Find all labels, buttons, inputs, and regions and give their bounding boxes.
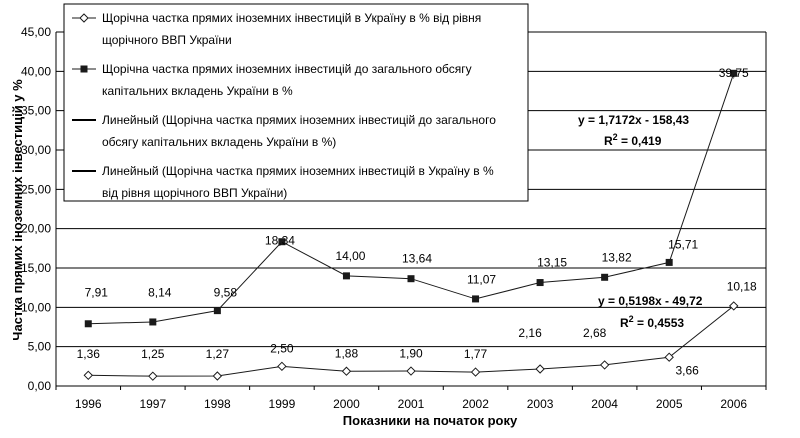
legend-label: Щорічна частка прямих іноземних інвестицій до загального обсягу (102, 62, 472, 76)
data-label: 10,18 (726, 279, 757, 294)
y-tick-label: 0,00 (27, 379, 51, 393)
data-label: 1,25 (141, 347, 165, 362)
x-tick-label: 2002 (462, 397, 489, 411)
y-tick-label: 30,00 (20, 143, 51, 157)
y-tick-label: 45,00 (20, 25, 51, 39)
x-tick-label: 2001 (397, 397, 425, 411)
data-label: 15,71 (668, 237, 699, 252)
y-axis-title: Частка прямих іноземних інвестицій у % (10, 79, 25, 341)
data-point-diamond (407, 367, 415, 375)
legend-label: щорічного ВВП України (102, 33, 232, 47)
legend-label: капітальних вкладень України в % (102, 84, 293, 98)
data-point-square (601, 274, 608, 281)
data-label: 8,14 (148, 285, 172, 300)
data-label: 1,88 (334, 346, 359, 361)
data-label: 13,82 (601, 250, 632, 265)
data-label: 39,75 (718, 65, 749, 80)
y-tick-label: 35,00 (20, 103, 51, 118)
data-point-diamond (278, 362, 286, 370)
x-tick-label: 2000 (333, 397, 360, 411)
data-point-diamond (213, 372, 221, 380)
y-tick-label: 15,00 (20, 261, 51, 275)
x-tick-label: 2003 (526, 397, 554, 411)
legend-label: обсягу капітальних вкладень України в %) (102, 135, 337, 149)
data-label: 1,77 (463, 347, 488, 362)
trend-r2-capital: $R^2 = 0,419$ (604, 132, 662, 148)
y-tick-label: 40,00 (20, 64, 51, 79)
data-point-diamond (536, 365, 544, 373)
data-label: 18,34 (264, 233, 295, 248)
data-point-diamond (472, 368, 480, 376)
data-label: 1,90 (399, 346, 423, 361)
x-tick-label: 1999 (268, 397, 296, 411)
data-label: 9,58 (213, 285, 238, 300)
x-axis-tick-labels (75, 397, 747, 411)
x-tick-label: 2005 (655, 397, 683, 411)
data-label: 13,64 (401, 251, 433, 266)
legend (64, 4, 528, 201)
y-tick-label: 25,00 (20, 182, 51, 197)
data-label: 14,00 (335, 249, 366, 264)
y-axis-tick-labels (21, 25, 51, 393)
x-tick-label: 2004 (591, 397, 618, 411)
x-tick-label: 1997 (139, 397, 167, 411)
data-label: 2,68 (582, 325, 607, 340)
data-point-square (537, 279, 544, 286)
data-label: 7,91 (84, 285, 108, 300)
data-point-square (408, 275, 415, 282)
data-point-square (214, 307, 221, 314)
data-label: 2,16 (518, 325, 542, 340)
legend-label: Щорічна частка прямих іноземних інвестицій в Україну в % від рівня (102, 11, 482, 25)
y-tick-label: 10,00 (20, 300, 51, 315)
x-tick-label: 1998 (204, 397, 231, 411)
trend-equation-capital: y = 1,7172x - 158,43 (578, 113, 690, 127)
legend-label: Линейный (Щорічна частка прямих іноземних інвестицій в Україну в % (102, 164, 494, 178)
legend-label: Линейный (Щорічна частка прямих іноземних інвестицій до загального (102, 113, 496, 127)
trend-r2-gdp: $R^2 = 0,4553$ (620, 314, 685, 330)
data-point-square (85, 320, 92, 327)
data-label: 11,07 (466, 272, 497, 287)
data-point-square (343, 272, 350, 279)
data-label: 13,15 (537, 255, 568, 270)
x-tick-label: 1996 (74, 397, 102, 411)
x-tick-label: 2006 (720, 397, 748, 411)
data-label: 3,66 (675, 363, 699, 378)
data-point-diamond (342, 367, 350, 375)
data-point-diamond (84, 371, 92, 379)
y-tick-label: 5,00 (27, 339, 51, 354)
data-point-square (149, 318, 156, 325)
trend-equation-gdp: y = 0,5198x - 49,72 (598, 294, 703, 308)
data-label: 2,50 (270, 341, 294, 356)
trendline-equations (578, 113, 703, 330)
data-point-square (472, 295, 479, 302)
x-axis-title: Показники на початок року (342, 413, 518, 428)
data-label: 1,36 (76, 347, 100, 362)
square-marker-icon (81, 66, 88, 73)
legend-label: від рівня щорічного ВВП України) (102, 186, 288, 200)
data-label: 1,27 (205, 347, 230, 362)
data-point-diamond (149, 372, 157, 380)
data-point-diamond (601, 361, 609, 369)
data-point-square (666, 259, 673, 266)
y-tick-label: 20,00 (20, 221, 51, 236)
